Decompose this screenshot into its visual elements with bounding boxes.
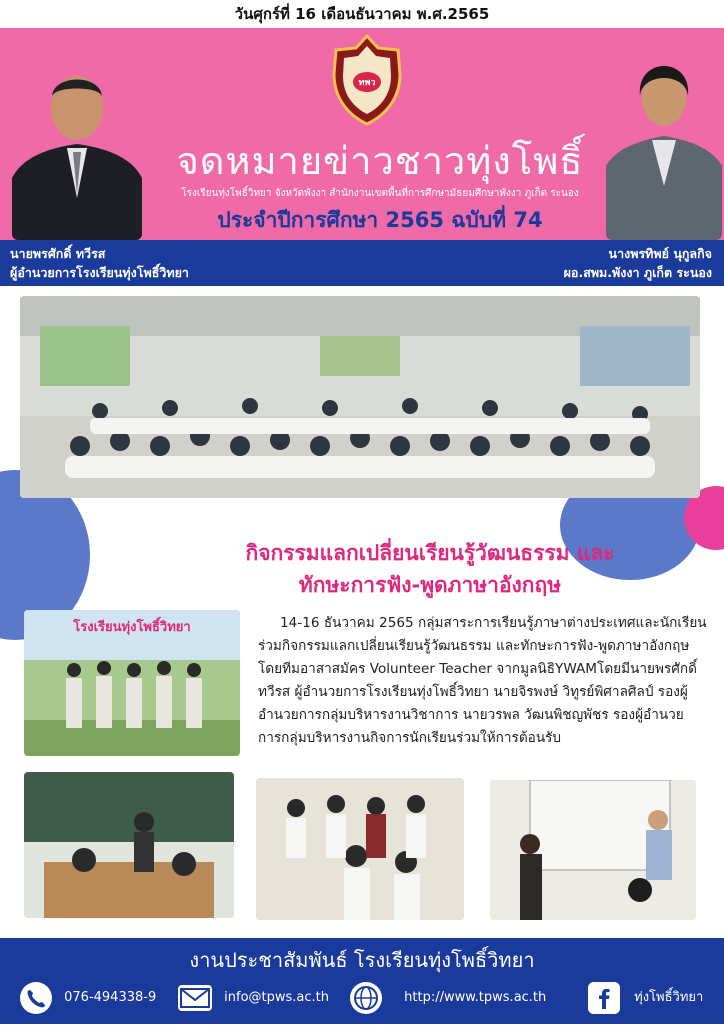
website-contact[interactable]	[350, 980, 546, 1016]
article-headline	[180, 537, 680, 601]
school-subtitle: โรงเรียนทุ่งโพธิ์วิทยา จังหวัดพังงา สำนักงานเขตพื้นที่การศึกษามัธยมศึกษาพังงา ภูเก็ต ระนอง	[181, 188, 579, 199]
phone-icon	[20, 982, 52, 1014]
director-photo	[12, 48, 142, 240]
email-contact[interactable]	[178, 980, 329, 1016]
web-icon	[350, 982, 382, 1014]
right-person-position: ผอ.สพม.พังงา ภูเก็ต ระนอง	[563, 265, 712, 280]
names-band	[0, 240, 724, 286]
classroom-photo-1	[24, 772, 234, 918]
newsletter-title: จดหมายข่าวชาวทุ่งโพธิ์	[176, 139, 584, 183]
school-sign-text: โรงเรียนทุ่งโพธิ์วิทยา	[73, 620, 191, 635]
headline-line-2: ทักษะการฟัง-พูดภาษาอังกฤษ	[298, 573, 562, 597]
sign-group-photo	[24, 610, 240, 756]
phone-contact[interactable]	[20, 980, 156, 1016]
director-general-photo	[606, 36, 722, 240]
facebook-icon	[588, 982, 620, 1014]
classroom-photo-2	[256, 778, 464, 920]
headline-line-1: กิจกรรมแลกเปลี่ยนเรียนรู้วัฒนธรรม และ	[245, 541, 615, 565]
left-person-name: นายพรศักดิ์ ทวีรส	[10, 246, 106, 261]
classroom-photo-3	[490, 780, 696, 920]
left-person-caption	[10, 244, 189, 282]
logo-text: ทพว	[358, 78, 376, 88]
facebook-page: ทุ่งโพธิ์วิทยา	[634, 990, 704, 1005]
right-person-name: นางพรทิพย์ นุกูลกิจ	[608, 246, 712, 261]
phone-number: 076-494338-9	[64, 990, 157, 1005]
school-logo	[328, 34, 406, 126]
email-icon	[178, 985, 212, 1011]
article-body: 14-16 ธันวาคม 2565 กลุ่มสาระการเรียนรู้ภาษาต่างประเทศและนักเรียนร่วมกิจกรรมแลกเปลี่ยนเรียนรู้วัฒนธรรม และทักษะการฟัง-พูดภาษาอังกฤษ โดยทีมอาสาสมัคร Volunteer Teacher จากมูลนิธิYWAMโดยมีนายพรศักดิ์ ทวีรส ผู้อำนวยการโรงเรียนทุ่งโพธิ์วิทยา นายจิรพงษ์ วิทูรย์พิศาลศิลป์ รองผู้อำนวยการกลุ่มบริหารงานวิชาการ นายวรพล วัฒนพิชญพัชร รองผู้อำนวยการกลุ่มบริหารงานกิจการนักเรียนร่วมให้การต้อนรับ	[258, 615, 707, 746]
left-person-position: ผู้อำนวยการโรงเรียนทุ่งโพธิ์วิทยา	[10, 265, 189, 280]
email-address: info@tpws.ac.th	[224, 990, 329, 1005]
issue-line: ประจำปีการศึกษา 2565 ฉบับที่ 74	[217, 208, 543, 232]
facebook-contact[interactable]	[588, 980, 703, 1016]
group-photo	[20, 296, 700, 498]
website-url: http://www.tpws.ac.th	[404, 990, 547, 1005]
right-person-caption	[564, 244, 712, 282]
date-line: วันศุกร์ที่ 16 เดือนธันวาคม พ.ศ.2565	[0, 0, 724, 28]
footer-title: งานประชาสัมพันธ์ โรงเรียนทุ่งโพธิ์วิทยา	[189, 948, 535, 972]
